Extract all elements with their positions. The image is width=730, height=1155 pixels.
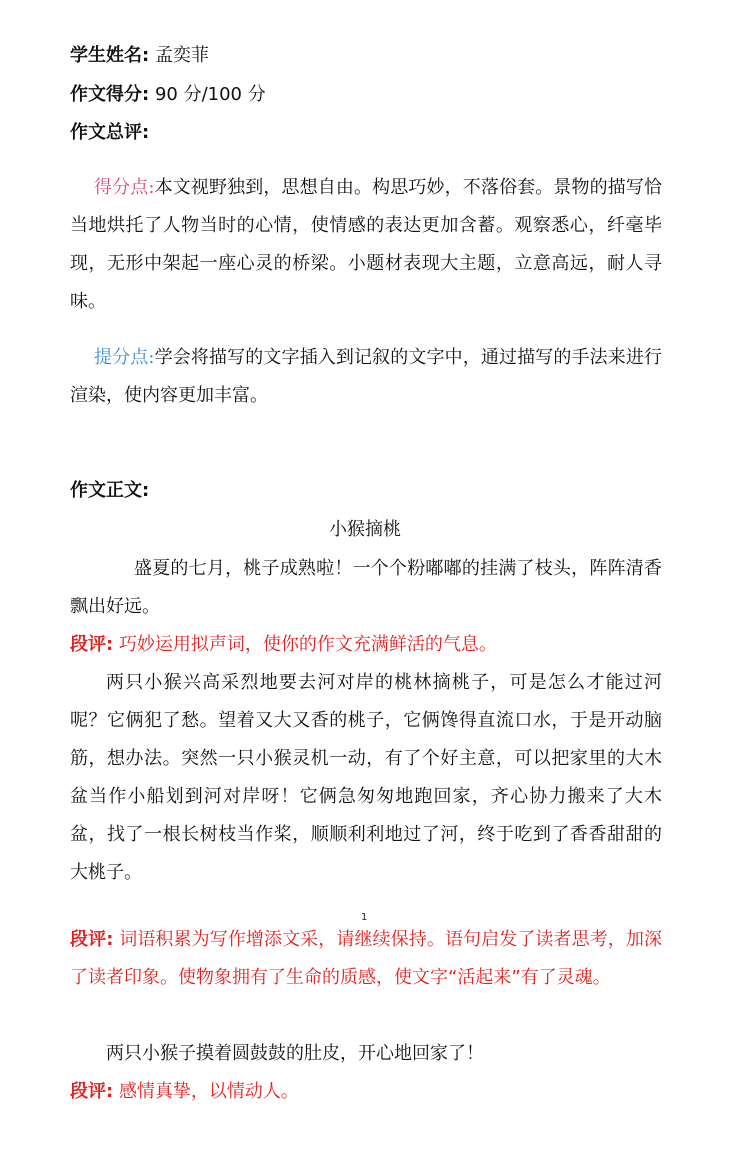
paragraph-comment-1	[70, 626, 662, 664]
essay-score-label: 作文得分:	[70, 84, 150, 105]
student-name-label: 学生姓名:	[70, 45, 150, 66]
essay-title: 小猴摘桃	[329, 519, 401, 540]
essay-score-row	[70, 83, 266, 107]
merit-text: 本文视野独到，思想自由。构思巧妙，不落俗套。景物的描写恰当地烘托了人物当时的心情，使情感的表达更加含蓄。观察悉心，纤毫毕现，无形中架起一座心灵的桥梁。小题材表现大主题，立意高远，耐人寻味。	[70, 177, 662, 312]
improve-paragraph	[70, 339, 662, 415]
essay-score-value: 90 分/100 分	[154, 84, 266, 105]
merit-label: 得分点:	[94, 177, 155, 198]
paragraph-comment-3-text: 感情真挚，以情动人。	[118, 1081, 299, 1102]
student-name-value: 孟奕菲	[154, 45, 209, 66]
overall-review-heading	[70, 121, 149, 145]
improve-text: 学会将描写的文字插入到记叙的文字中，通过描写的手法来进行渲染，使内容更加丰富。	[70, 347, 662, 406]
page-number: 1	[361, 912, 368, 923]
essay-body-label: 作文正文:	[70, 480, 150, 501]
paragraph-comment-2	[70, 921, 662, 997]
paragraph-comment-2-text: 词语积累为写作增添文采，请继续保持。语句启发了读者思考，加深了读者印象。使物象拥有了生命的质感，使文字“活起来”有了灵魂。	[70, 929, 662, 988]
essay-body-heading	[70, 479, 149, 503]
paragraph-comment-1-label: 段评:	[70, 634, 114, 655]
paragraph-comment-2-label: 段评:	[70, 929, 114, 950]
improve-label: 提分点:	[94, 347, 155, 368]
paragraph-comment-3-label: 段评:	[70, 1081, 114, 1102]
student-name-row	[70, 44, 209, 68]
paragraph-comment-3	[70, 1073, 662, 1111]
essay-paragraph-1: 盛夏的七月，桃子成熟啦！一个个粉嘟嘟的挂满了枝头，阵阵清香飘出好远。	[70, 558, 662, 617]
overall-review-label: 作文总评:	[70, 122, 150, 143]
essay-paragraph-2: 两只小猴兴高采烈地要去河对岸的桃林摘桃子，可是怎么才能过河呢？它俩犯了愁。望着又大又香的桃子，它俩馋得直流口水，于是开动脑筋，想办法。突然一只小猴灵机一动，有了个好主意，可以把家里的大木盆当作小船划到河对岸呀！它俩急匆匆地跑回家，齐心协力搬来了大木盆，找了一根长树枝当作桨，顺顺利利地过了河，终于吃到了香香甜甜的大桃子。	[70, 672, 662, 883]
essay-paragraph-3: 两只小猴子摸着圆鼓鼓的肚皮，开心地回家了！	[106, 1043, 484, 1064]
merit-paragraph	[70, 169, 662, 321]
paragraph-comment-1-text: 巧妙运用拟声词，使你的作文充满鲜活的气息。	[118, 634, 497, 655]
